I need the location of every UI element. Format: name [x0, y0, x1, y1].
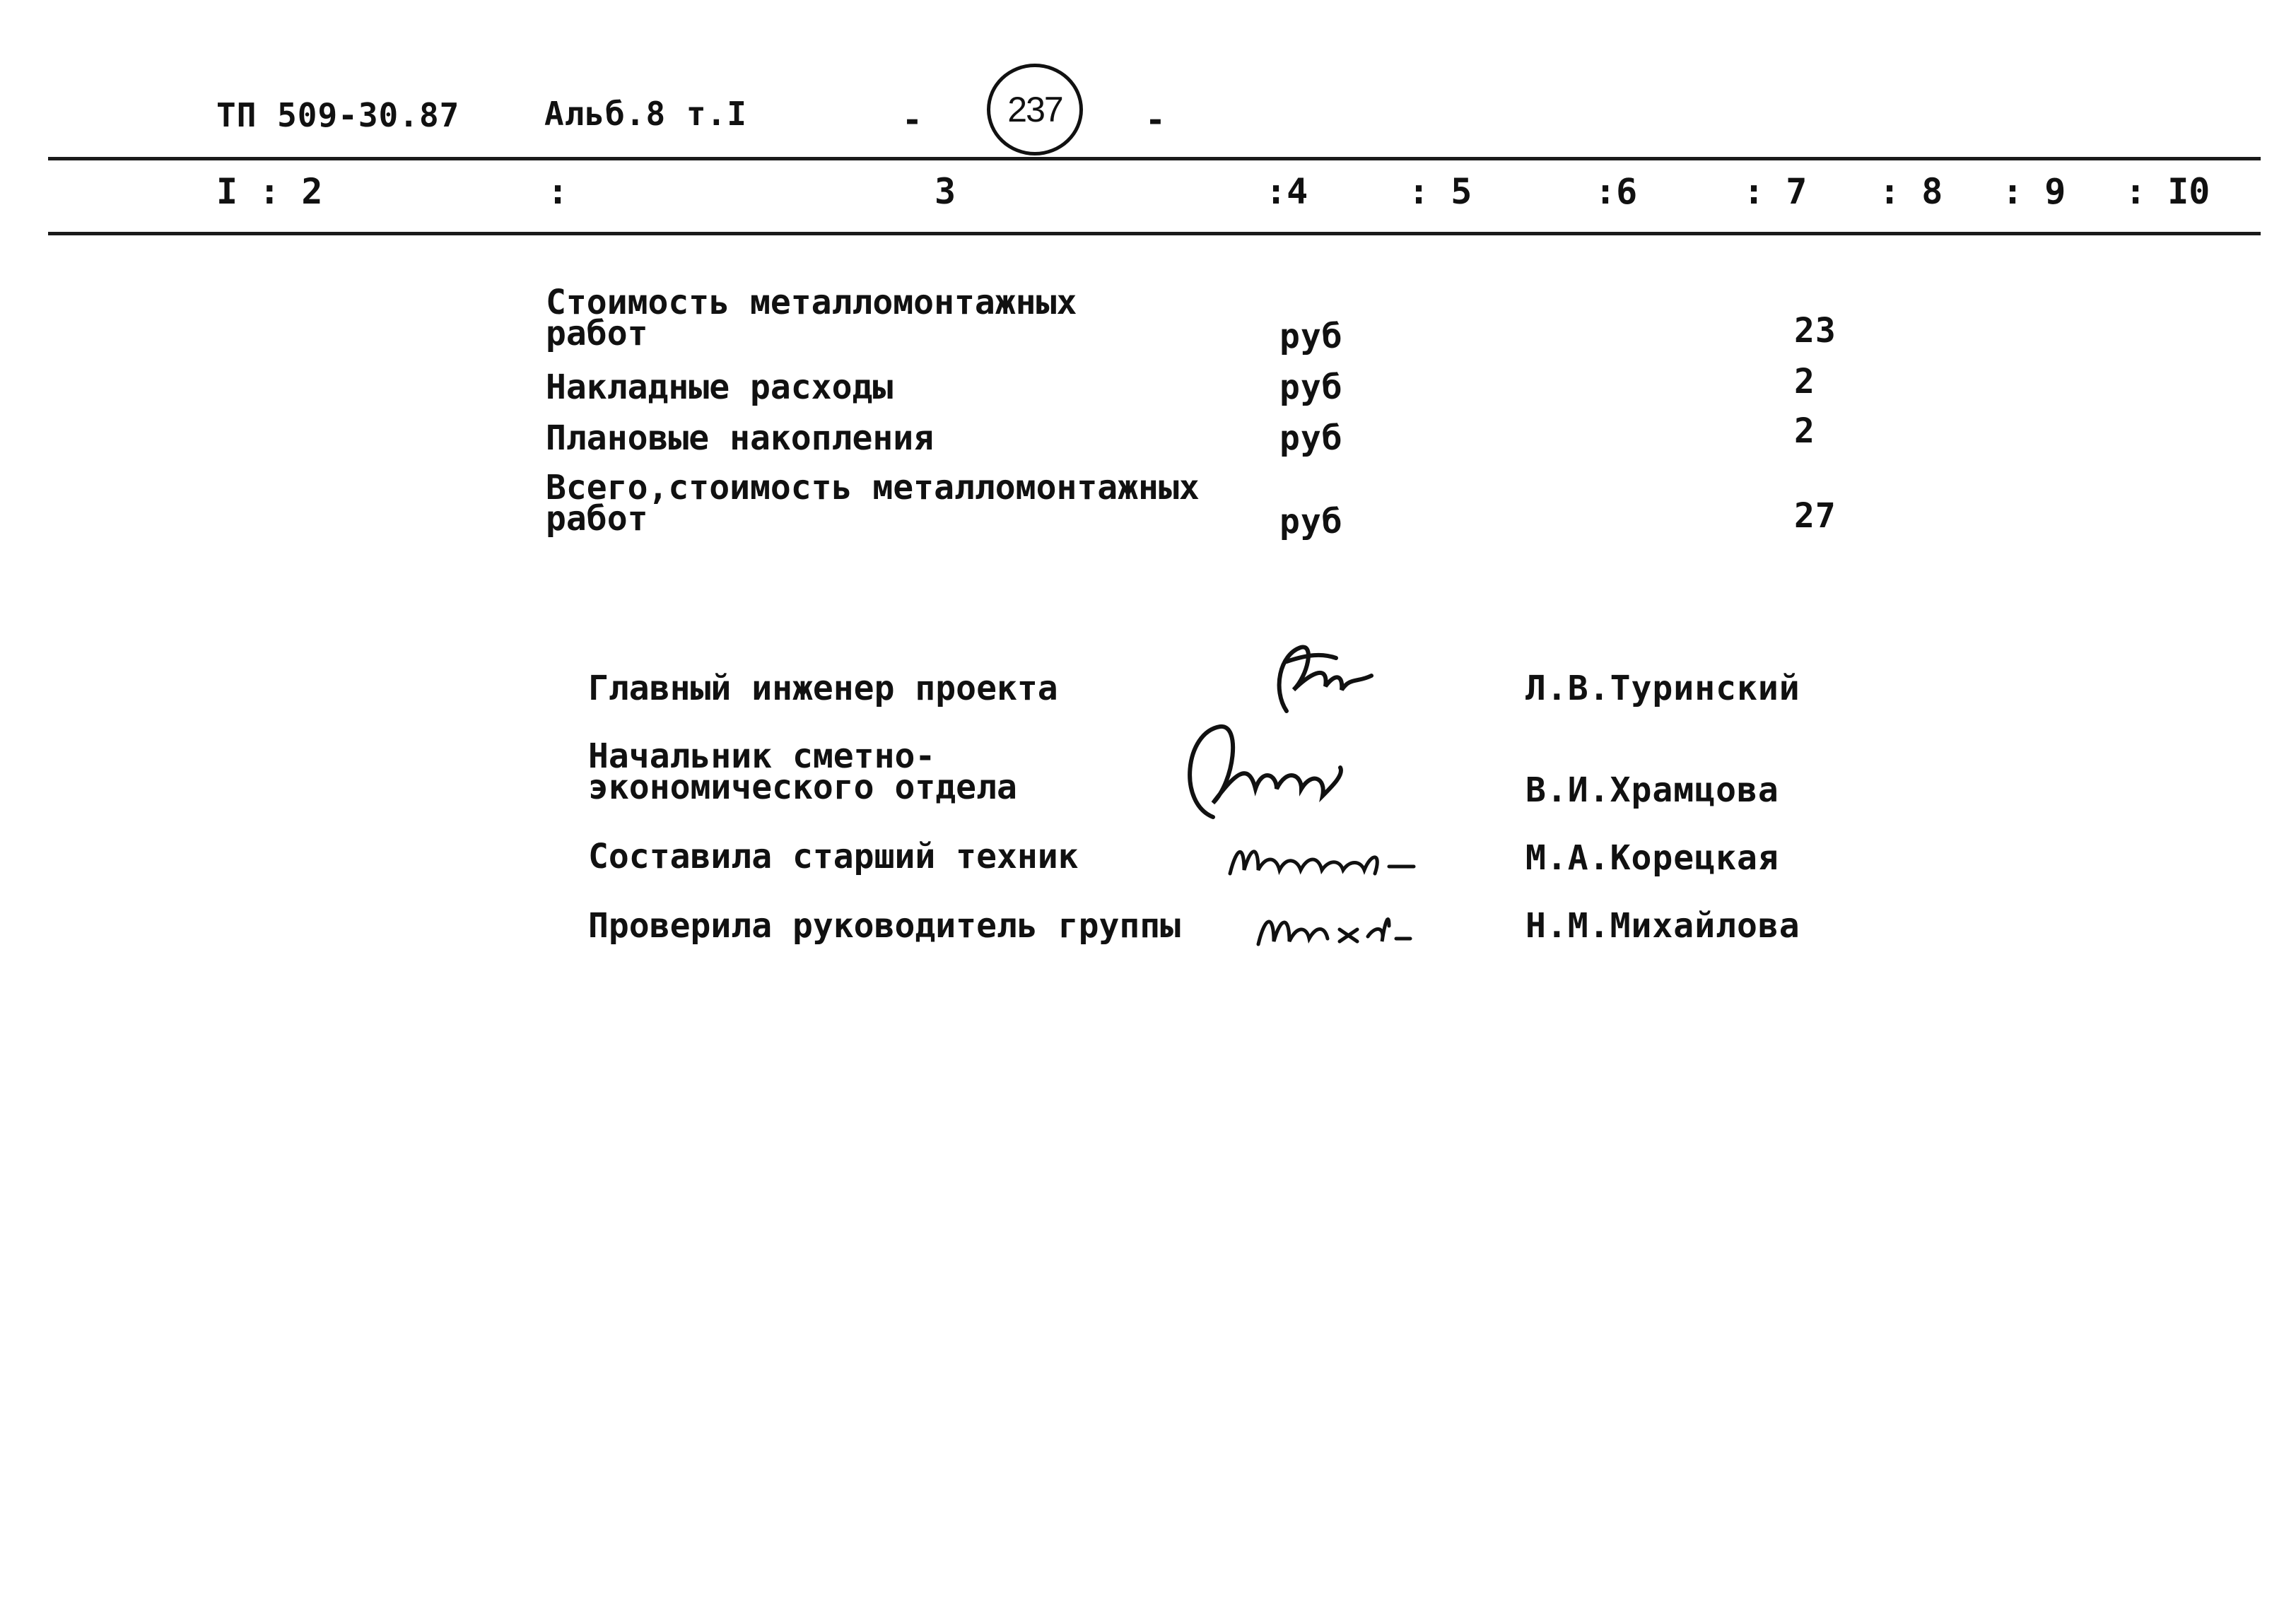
column-4: :4 — [1265, 171, 1308, 212]
handwritten-signature — [1223, 831, 1421, 891]
signatory-name: Н.М.Михайлова — [1525, 906, 1800, 946]
signatory-role: Главный инженер проекта — [588, 669, 1058, 708]
handwritten-signature — [1258, 633, 1386, 728]
cost-item-name: Накладные расходы — [546, 368, 894, 407]
doc-code: ТП 509-30.87 — [216, 96, 460, 134]
page-number: 237 — [1007, 90, 1062, 129]
cost-item-value: 23 — [1794, 311, 1837, 351]
dash-left: - — [902, 100, 923, 140]
cost-item-value: 27 — [1794, 496, 1837, 536]
column-sep: : — [547, 171, 569, 212]
top-rule — [48, 157, 2261, 160]
signatory-role: Проверила руководитель группы — [588, 906, 1181, 946]
page-number-circle — [987, 64, 1083, 155]
column-3: 3 — [935, 171, 956, 212]
column-7: : 7 — [1743, 171, 1808, 212]
column-1-2: I : 2 — [216, 171, 323, 212]
cost-item-value: 2 — [1794, 411, 1815, 451]
dash-right: - — [1145, 100, 1166, 140]
cost-item-value: 2 — [1794, 362, 1815, 401]
cost-item-unit: руб — [1279, 418, 1343, 458]
signatory-name: Л.В.Туринский — [1525, 669, 1800, 708]
column-9: : 9 — [2002, 171, 2066, 212]
column-8: : 8 — [1879, 171, 1943, 212]
column-5: : 5 — [1408, 171, 1472, 212]
cost-item-unit: руб — [1279, 502, 1343, 541]
signatory-role: Составила старший техник — [588, 837, 1079, 876]
column-10: : I0 — [2125, 171, 2210, 212]
signatory-name: В.И.Храмцова — [1525, 770, 1779, 810]
cost-item-name: Стоимость металломонтажных работ — [546, 283, 1077, 353]
column-6: :6 — [1595, 171, 1638, 212]
album-label: Альб.8 т.I — [544, 95, 747, 133]
signatory-name: М.А.Корецкая — [1525, 838, 1779, 878]
column-rule — [48, 232, 2261, 235]
cost-item-unit: руб — [1279, 317, 1343, 356]
cost-item-name: Плановые накопления — [546, 418, 935, 458]
cost-item-name: Всего,стоимость металломонтажных работ — [546, 468, 1200, 539]
handwritten-signature — [1251, 898, 1414, 957]
signatory-role: Начальник сметно- экономического отдела — [588, 736, 1017, 807]
cost-item-unit: руб — [1279, 368, 1343, 407]
handwritten-signature — [1171, 718, 1354, 834]
